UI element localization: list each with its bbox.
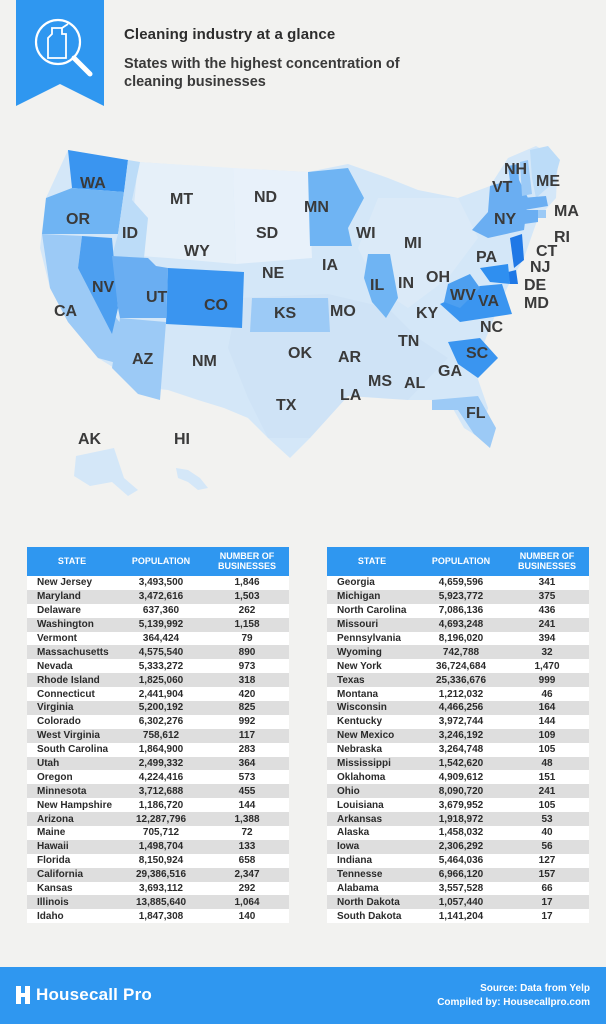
cell-state: New York	[337, 660, 382, 672]
state-label-sd: SD	[256, 225, 279, 242]
cell-population: 3,679,952	[438, 799, 484, 811]
cell-population: 1,141,204	[438, 910, 484, 922]
cell-businesses: 455	[238, 785, 256, 797]
cell-state: Missouri	[337, 619, 379, 631]
table-row	[27, 826, 289, 840]
cell-population: 4,224,416	[138, 771, 184, 783]
state-label-ma: MA	[554, 203, 579, 220]
state-label-mi: MI	[404, 235, 422, 252]
table-row	[27, 645, 289, 659]
state-label-al: AL	[404, 375, 426, 392]
state-label-de: DE	[524, 277, 547, 294]
cell-state: Washington	[37, 619, 94, 631]
cell-population: 3,264,748	[438, 744, 484, 756]
cell-population: 4,659,596	[438, 577, 484, 589]
cell-state: Nevada	[37, 660, 73, 672]
cell-businesses: 105	[538, 799, 556, 811]
cell-population: 4,909,612	[438, 771, 484, 783]
table-row	[327, 882, 589, 896]
region-plains-pale	[233, 168, 312, 264]
cell-population: 1,825,060	[138, 674, 184, 686]
cell-state: Virginia	[37, 702, 74, 714]
cell-businesses: 890	[238, 646, 256, 658]
cell-population: 3,472,616	[138, 591, 184, 603]
table-row	[27, 812, 289, 826]
cell-population: 1,186,720	[138, 799, 184, 811]
cell-state: Texas	[337, 674, 365, 686]
cell-population: 8,090,720	[438, 785, 484, 797]
table-row	[27, 882, 289, 896]
state-label-nd: ND	[254, 189, 278, 206]
cell-population: 5,333,272	[138, 660, 184, 672]
cell-population: 13,885,640	[135, 896, 187, 908]
col-population-header: POPULATION	[131, 555, 191, 566]
cell-state: Kansas	[37, 883, 73, 895]
title-block	[124, 26, 424, 91]
cell-population: 36,724,684	[435, 660, 487, 672]
cell-businesses: 157	[538, 869, 556, 881]
state-label-co: CO	[204, 297, 228, 314]
cell-population: 6,966,120	[438, 869, 484, 881]
cell-population: 3,712,688	[138, 785, 184, 797]
table-row	[27, 576, 289, 590]
cell-businesses: 375	[538, 591, 556, 603]
state-label-ne: NE	[262, 265, 285, 282]
cell-state: Iowa	[337, 841, 360, 853]
state-label-wa: WA	[80, 175, 106, 192]
cell-population: 1,864,900	[138, 744, 184, 756]
cell-state: Illinois	[37, 896, 69, 908]
cell-population: 2,499,332	[138, 758, 184, 770]
table-header	[327, 547, 589, 576]
cell-businesses: 1,158	[234, 619, 260, 631]
state-label-ky: KY	[416, 305, 439, 322]
cell-population: 3,693,112	[139, 883, 183, 895]
cell-state: Alaska	[337, 827, 370, 839]
table-row	[327, 826, 589, 840]
cell-state: Connecticut	[37, 688, 95, 700]
cell-population: 742,788	[442, 646, 480, 658]
state-label-vt: VT	[492, 179, 513, 196]
state-label-nh: NH	[504, 161, 528, 178]
cell-population: 637,360	[142, 605, 180, 617]
state-label-ak: AK	[78, 431, 102, 448]
table-row	[27, 868, 289, 882]
state-label-ok: OK	[288, 345, 312, 362]
state-label-ut: UT	[146, 289, 168, 306]
cell-state: Wisconsin	[337, 702, 387, 714]
table-row	[327, 798, 589, 812]
cell-state: Nebraska	[337, 744, 383, 756]
cell-state: New Mexico	[337, 730, 395, 742]
cell-businesses: 2,347	[234, 869, 260, 881]
cell-state: Georgia	[337, 577, 375, 589]
table-row	[27, 729, 289, 743]
cell-businesses: 999	[538, 674, 556, 686]
cell-businesses: 992	[238, 716, 256, 728]
header-badge	[16, 0, 104, 106]
cell-businesses: 1,470	[534, 660, 560, 672]
state-label-nj: NJ	[530, 259, 551, 276]
state-label-tn: TN	[398, 333, 420, 350]
table-row	[327, 618, 589, 632]
state-label-wv: WV	[450, 287, 476, 304]
state-label-nm: NM	[192, 353, 217, 370]
cell-state: Louisiana	[337, 799, 384, 811]
cell-businesses: 79	[241, 633, 253, 644]
cell-state: Idaho	[37, 910, 64, 922]
cell-population: 3,493,500	[138, 577, 184, 589]
cell-businesses: 109	[538, 730, 556, 742]
cell-state: North Carolina	[337, 605, 407, 617]
table-row	[327, 659, 589, 673]
table-row	[327, 590, 589, 604]
state-label-fl: FL	[466, 405, 486, 422]
cell-businesses: 658	[238, 855, 256, 867]
cell-businesses: 1,388	[234, 813, 260, 825]
cell-population: 8,150,924	[138, 855, 184, 867]
cell-state: Wyoming	[337, 646, 382, 658]
cell-state: California	[37, 869, 84, 881]
table-row	[27, 701, 289, 715]
table-row	[27, 715, 289, 729]
cell-state: Arkansas	[337, 813, 383, 825]
table-row	[327, 868, 589, 882]
table-row	[27, 673, 289, 687]
cell-population: 758,612	[142, 730, 180, 742]
state-label-mt: MT	[170, 191, 194, 208]
cell-businesses: 1,064	[234, 896, 260, 908]
cell-population: 1,458,032	[438, 827, 484, 839]
cell-businesses: 283	[238, 744, 256, 756]
cell-population: 4,466,256	[438, 702, 484, 714]
cell-population: 1,057,440	[438, 896, 484, 908]
state-label-nv: NV	[92, 279, 115, 296]
cell-state: Oregon	[37, 771, 73, 783]
cell-state: Pennsylvania	[337, 633, 401, 644]
cell-population: 5,464,036	[438, 855, 484, 867]
table-row	[327, 770, 589, 784]
state-label-id: ID	[122, 225, 138, 242]
table-row	[327, 673, 589, 687]
col-businesses-header: NUMBER OF BUSINESSES	[217, 551, 277, 571]
cell-state: Kentucky	[337, 716, 383, 728]
state-shape-ct	[522, 210, 538, 224]
table-row	[327, 576, 589, 590]
cell-state: Maryland	[37, 591, 81, 603]
cell-businesses: 573	[238, 771, 256, 783]
cell-state: Minnesota	[37, 785, 87, 797]
col-state-header: STATE	[357, 555, 387, 566]
cell-state: Florida	[37, 855, 71, 867]
state-label-pa: PA	[476, 249, 498, 266]
cell-businesses: 262	[238, 605, 256, 617]
cell-businesses: 17	[541, 896, 553, 908]
state-label-il: IL	[370, 277, 385, 294]
cell-businesses: 341	[538, 577, 556, 589]
cell-population: 25,336,676	[435, 674, 487, 686]
cell-businesses: 292	[238, 883, 256, 895]
table-row	[27, 618, 289, 632]
housecall-house-icon	[16, 986, 30, 1004]
cell-businesses: 40	[541, 827, 553, 839]
cell-businesses: 164	[538, 702, 556, 714]
table-body	[327, 576, 589, 923]
us-map-svg	[28, 138, 588, 518]
cell-businesses: 241	[538, 785, 556, 797]
table-row	[27, 632, 289, 646]
cell-businesses: 973	[238, 660, 256, 672]
state-shape-ak	[74, 448, 138, 496]
cell-state: Mississippi	[337, 758, 391, 770]
table-row	[27, 659, 289, 673]
cell-population: 3,246,192	[438, 730, 484, 742]
page-title: Cleaning industry at a glance	[124, 26, 336, 43]
table-row	[327, 632, 589, 646]
state-label-in: IN	[398, 275, 414, 292]
cell-state: Michigan	[337, 591, 381, 603]
brand-name: Housecall Pro	[36, 985, 152, 1004]
col-population-header: POPULATION	[431, 555, 491, 566]
table-row	[327, 909, 589, 923]
cell-businesses: 53	[541, 813, 553, 825]
cell-state: West Virginia	[37, 730, 100, 742]
state-label-ny: NY	[494, 211, 517, 228]
state-label-ga: GA	[438, 363, 462, 380]
cell-state: Delaware	[37, 605, 81, 617]
state-label-ks: KS	[274, 305, 297, 322]
cell-population: 2,441,904	[138, 688, 184, 700]
us-map	[28, 138, 588, 518]
compiled-text: Compiled by: Housecallpro.com	[437, 996, 590, 1008]
cell-businesses: 66	[541, 883, 553, 895]
state-shape-hi	[176, 468, 208, 490]
cell-businesses: 1,503	[234, 591, 260, 603]
col-state-header: STATE	[57, 555, 87, 566]
table-left	[27, 547, 289, 923]
cell-population: 705,712	[142, 827, 180, 839]
cell-state: Massachusetts	[37, 646, 109, 658]
table-row	[27, 687, 289, 701]
cell-population: 8,196,020	[438, 633, 484, 644]
state-label-tx: TX	[276, 397, 297, 414]
state-label-ia: IA	[322, 257, 338, 274]
state-label-nc: NC	[480, 319, 504, 336]
cell-population: 5,200,192	[138, 702, 184, 714]
state-label-ri: RI	[554, 229, 570, 246]
table-row	[27, 743, 289, 757]
cell-state: Tennesse	[337, 869, 383, 881]
cell-population: 7,086,136	[438, 605, 484, 617]
state-label-la: LA	[340, 387, 362, 404]
cell-businesses: 133	[238, 841, 256, 853]
cell-businesses: 1,846	[234, 577, 260, 589]
cell-businesses: 17	[541, 910, 553, 922]
table-body	[27, 576, 289, 923]
table-row	[327, 743, 589, 757]
cell-population: 6,302,276	[138, 716, 184, 728]
cell-state: Oklahoma	[337, 771, 386, 783]
cell-population: 2,306,292	[438, 841, 484, 853]
state-label-wi: WI	[356, 225, 376, 242]
table-row	[327, 757, 589, 771]
cell-state: Indiana	[337, 855, 373, 867]
cell-population: 1,847,308	[138, 910, 184, 922]
state-label-wy: WY	[184, 243, 210, 260]
state-label-ar: AR	[338, 349, 362, 366]
state-label-hi: HI	[174, 431, 190, 448]
cell-state: Rhode Island	[37, 674, 100, 686]
table-row	[27, 757, 289, 771]
cell-state: New Hampshire	[37, 799, 113, 811]
table-row	[327, 645, 589, 659]
state-label-ca: CA	[54, 303, 78, 320]
cell-state: New Jersey	[37, 577, 93, 589]
state-label-me: ME	[536, 173, 560, 190]
cell-population: 1,498,704	[138, 841, 184, 853]
cell-businesses: 318	[238, 674, 256, 686]
cell-businesses: 151	[538, 771, 556, 783]
cell-population: 12,287,796	[135, 813, 187, 825]
cell-population: 29,386,516	[135, 869, 187, 881]
table-row	[327, 895, 589, 909]
source-text: Source: Data from Yelp	[480, 983, 590, 994]
brand-logo[interactable]	[16, 985, 152, 1005]
cell-population: 364,424	[142, 633, 180, 644]
state-label-mn: MN	[304, 199, 329, 216]
table-row	[27, 784, 289, 798]
cell-population: 4,575,540	[138, 646, 184, 658]
table-row	[27, 854, 289, 868]
cell-population: 1,212,032	[438, 688, 484, 700]
cell-businesses: 105	[538, 744, 556, 756]
cell-population: 5,923,772	[438, 591, 484, 603]
table-right	[327, 547, 589, 923]
cell-state: North Dakota	[337, 896, 400, 908]
table-row	[327, 604, 589, 618]
cell-businesses: 144	[238, 799, 256, 811]
cell-state: Vermont	[37, 633, 78, 644]
cell-businesses: 394	[538, 633, 556, 644]
table-row	[327, 729, 589, 743]
state-label-va: VA	[478, 293, 500, 310]
state-label-ms: MS	[368, 373, 392, 390]
page-subtitle: States with the highest concentration of cleaning businesses	[124, 56, 400, 91]
cell-businesses: 72	[241, 827, 253, 839]
cell-population: 1,542,620	[438, 758, 484, 770]
cell-state: Ohio	[337, 785, 360, 797]
cell-businesses: 140	[238, 910, 256, 922]
cell-state: Utah	[37, 758, 60, 770]
cell-state: Maine	[37, 827, 66, 839]
cell-population: 5,139,992	[138, 619, 184, 631]
col-businesses-header: NUMBER OF BUSINESSES	[517, 551, 577, 571]
cell-businesses: 117	[238, 730, 256, 742]
table-row	[27, 590, 289, 604]
cell-businesses: 436	[538, 605, 556, 617]
table-row	[27, 895, 289, 909]
table-row	[27, 840, 289, 854]
table-row	[27, 770, 289, 784]
table-row	[327, 854, 589, 868]
cell-businesses: 127	[538, 855, 556, 867]
table-row	[327, 840, 589, 854]
cell-state: Alabama	[337, 883, 379, 895]
table-row	[327, 784, 589, 798]
cell-state: South Carolina	[37, 744, 109, 756]
credits	[437, 982, 590, 1009]
cell-state: Colorado	[37, 716, 81, 728]
table-row	[27, 798, 289, 812]
table-row	[27, 604, 289, 618]
state-label-sc: SC	[466, 345, 489, 362]
cell-businesses: 420	[238, 688, 256, 700]
cell-businesses: 241	[538, 619, 556, 631]
cell-businesses: 825	[238, 702, 256, 714]
cell-businesses: 46	[541, 688, 553, 700]
table-row	[327, 715, 589, 729]
cell-population: 1,918,972	[438, 813, 484, 825]
state-label-oh: OH	[426, 269, 450, 286]
table-row	[27, 909, 289, 923]
state-shape-ri	[538, 210, 546, 218]
cell-businesses: 364	[238, 758, 256, 770]
cell-state: Hawaii	[37, 841, 69, 853]
cell-state: South Dakota	[337, 910, 402, 922]
table-row	[327, 701, 589, 715]
state-label-md: MD	[524, 295, 549, 312]
state-label-mo: MO	[330, 303, 356, 320]
state-label-ct: CT	[536, 243, 558, 260]
table-row	[327, 687, 589, 701]
cell-population: 3,972,744	[438, 716, 484, 728]
cell-population: 3,557,528	[438, 883, 484, 895]
state-label-az: AZ	[132, 351, 154, 368]
table-row	[327, 812, 589, 826]
table-header	[27, 547, 289, 576]
cell-businesses: 32	[541, 646, 553, 658]
cell-businesses: 144	[538, 716, 556, 728]
footer-bar	[0, 967, 606, 1024]
cell-state: Montana	[337, 688, 379, 700]
cell-population: 4,693,248	[438, 619, 484, 631]
cell-businesses: 56	[541, 841, 553, 853]
cell-businesses: 48	[541, 758, 553, 770]
state-label-or: OR	[66, 211, 90, 228]
cell-state: Arizona	[37, 813, 74, 825]
